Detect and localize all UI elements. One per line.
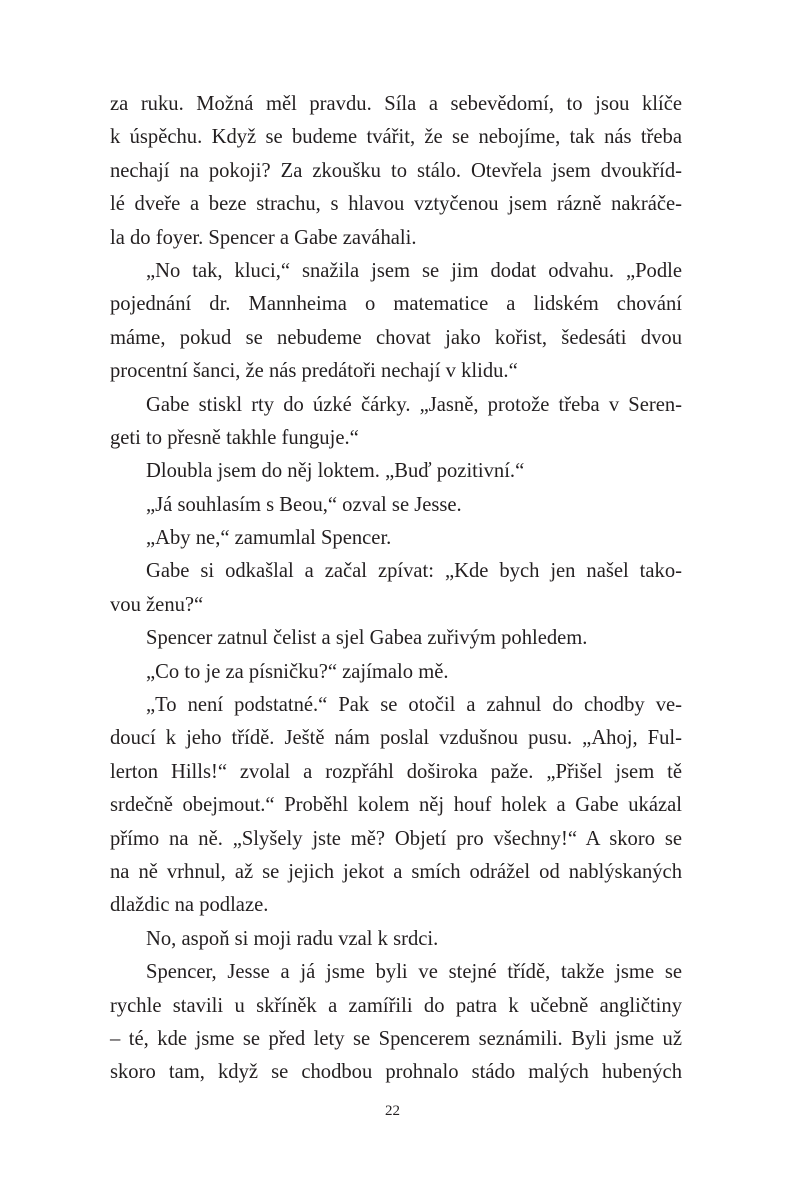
text-line: Spencer zatnul čelist a sjel Gabea zuřivým pohledem. xyxy=(146,627,588,650)
text-line: k úspěchu. Když se budeme tvářit, že se nebojíme, tak nás třeba xyxy=(110,126,682,149)
page-number: 22 xyxy=(385,1103,400,1119)
text-line: „No tak, kluci,“ snažila jsem se jim dodat odvahu. „Podle xyxy=(146,259,682,282)
text-line: přímo na ně. „Slyšely jste mě? Objetí pro všechny!“ A skoro se xyxy=(110,827,682,850)
text-line: Gabe stiskl rty do úzké čárky. „Jasně, protože třeba v Seren- xyxy=(146,393,682,416)
text-line: geti to přesně takhle funguje.“ xyxy=(110,426,359,449)
text-line: vou ženu?“ xyxy=(110,593,204,616)
text-line: „Co to je za písničku?“ zajímalo mě. xyxy=(146,660,449,683)
text-line: „Aby ne,“ zamumlal Spencer. xyxy=(146,527,392,550)
body-text xyxy=(110,88,682,1090)
text-line: Gabe si odkašlal a začal zpívat: „Kde bych jen našel tako- xyxy=(146,560,682,583)
text-line: doucí k jeho třídě. Ještě nám poslal vzdušnou pusu. „Ahoj, Ful- xyxy=(110,727,682,750)
text-line: – té, kde jsme se před lety se Spencerem seznámili. Byli jsme už xyxy=(110,1027,682,1050)
text-line: Spencer, Jesse a já jsme byli ve stejné třídě, takže jsme se xyxy=(146,961,682,984)
text-line: srdečně obejmout.“ Proběhl kolem něj houf holek a Gabe ukázal xyxy=(110,794,682,817)
text-line: pojednání dr. Mannheima o matematice a lidském chování xyxy=(110,293,682,316)
text-line: za ruku. Možná měl pravdu. Síla a sebevědomí, to jsou klíče xyxy=(110,93,682,115)
text-line: dlaždic na podlaze. xyxy=(110,894,269,917)
text-line: lerton Hills!“ zvolal a rozpřáhl doširoka paže. „Přišel jsem tě xyxy=(110,760,682,783)
text-line: la do foyer. Spencer a Gabe zaváhali. xyxy=(110,226,417,249)
text-line: skoro tam, když se chodbou prohnalo stádo malých hubených xyxy=(110,1061,682,1084)
text-line: „Já souhlasím s Beou,“ ozval se Jesse. xyxy=(146,493,462,516)
text-line: procentní šanci, že nás predátoři nechají v klidu.“ xyxy=(110,360,518,383)
text-line: „To není podstatné.“ Pak se otočil a zahnul do chodby ve- xyxy=(146,694,682,717)
text-line: Dloubla jsem do něj loktem. „Buď pozitivní.“ xyxy=(146,460,525,483)
text-line: rychle stavili u skříněk a zamířili do patra k učebně angličtiny xyxy=(110,994,682,1017)
text-line: nechají na pokoji? Za zkoušku to stálo. Otevřela jsem dvoukříd- xyxy=(110,159,682,182)
text-line: na ně vrhnul, až se jejich jekot a smích odrážel od nablýskaných xyxy=(110,860,682,883)
text-line: máme, pokud se nebudeme chovat jako kořist, šedesáti dvou xyxy=(110,326,682,349)
text-line: lé dveře a beze strachu, s hlavou vztyčenou jsem rázně nakráče- xyxy=(110,193,682,216)
text-line: No, aspoň si moji radu vzal k srdci. xyxy=(146,927,439,950)
